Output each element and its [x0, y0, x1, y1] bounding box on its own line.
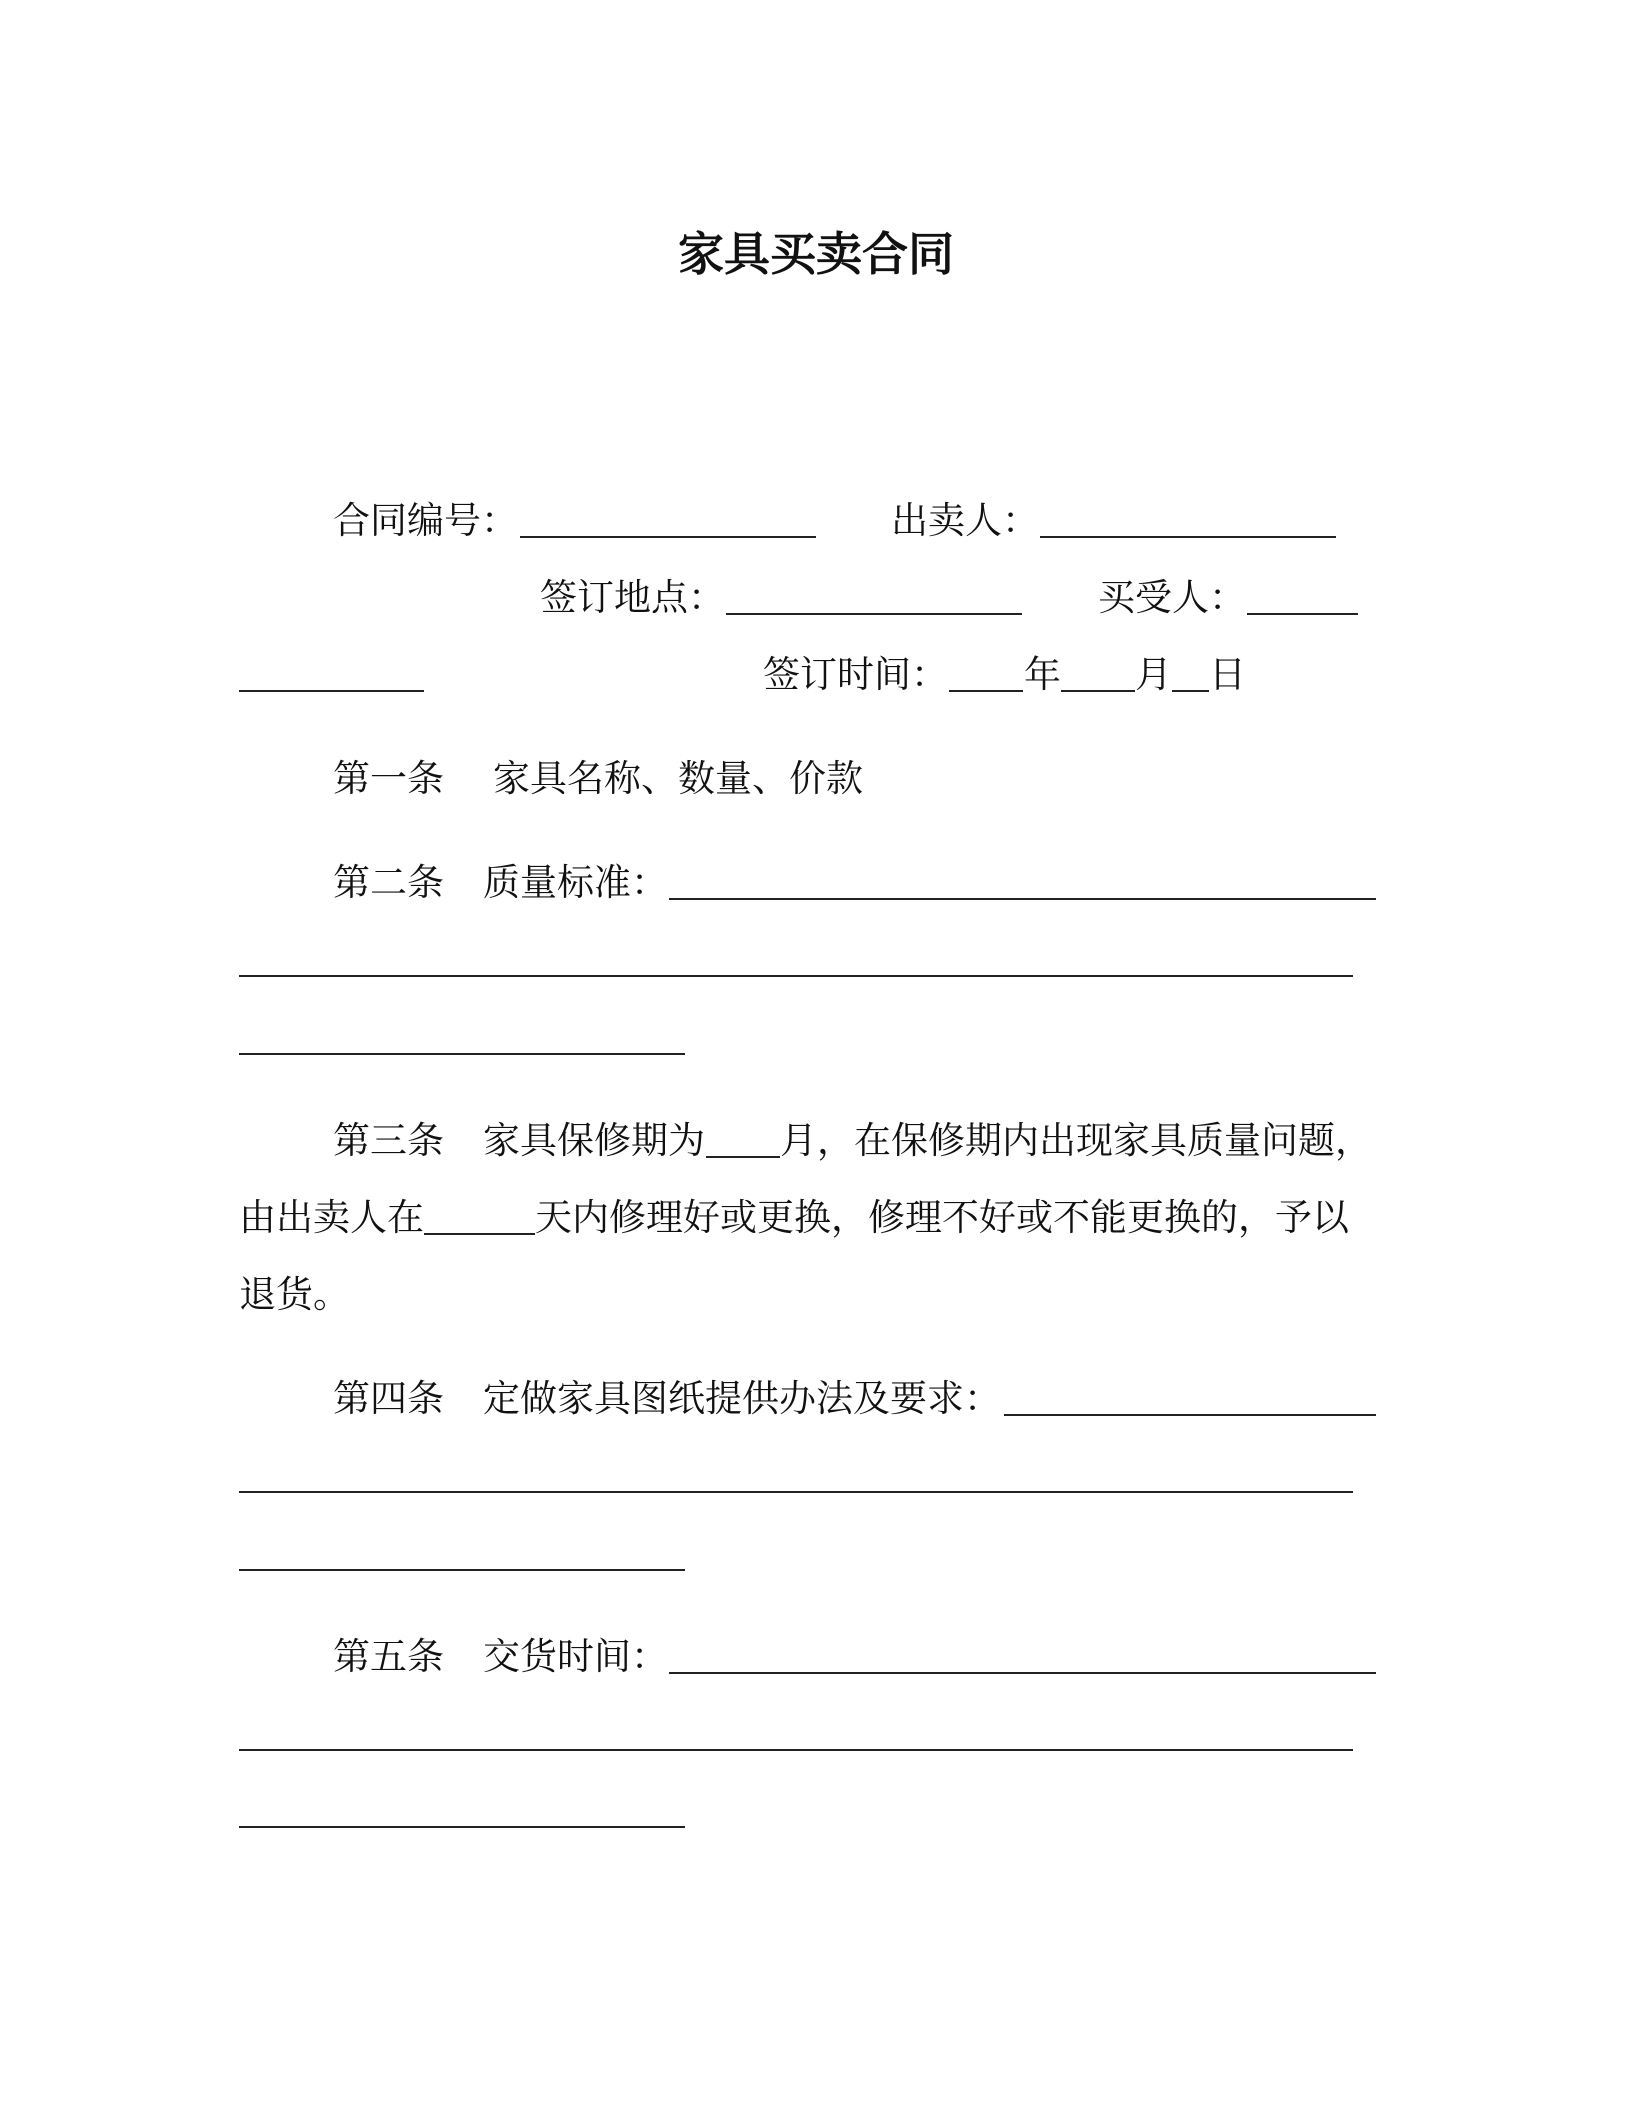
contract-number-blank[interactable] [520, 536, 816, 538]
quality-standard-blank-3[interactable] [239, 1053, 685, 1055]
article-3-text-d: 天内修理好或更换，修理不好或不能更换的，予以 [535, 1196, 1349, 1239]
drawing-requirements-blank-1[interactable] [1004, 1414, 1376, 1416]
delivery-time-blank-2[interactable] [239, 1749, 1353, 1751]
drawing-requirements-blank-2[interactable] [239, 1491, 1353, 1493]
buyer-label: 买受人： [1098, 576, 1246, 619]
quality-standard-blank-2[interactable] [239, 975, 1353, 977]
article-3-text-c: 由出卖人在 [239, 1196, 424, 1239]
delivery-time-blank-3[interactable] [239, 1826, 685, 1828]
article-3-heading: 第三条 [333, 1119, 444, 1162]
year-blank[interactable] [949, 690, 1023, 692]
contract-number-label: 合同编号： [333, 499, 518, 542]
seller-label: 出卖人： [891, 499, 1039, 542]
article-3-text-e: 退货。 [239, 1273, 350, 1316]
day-blank[interactable] [1172, 690, 1209, 692]
document-title: 家具买卖合同 [678, 227, 954, 281]
article-5-heading: 第五条 [333, 1635, 444, 1678]
article-1-text: 家具名称、数量、价款 [493, 757, 863, 800]
article-5-text: 交货时间： [483, 1635, 668, 1678]
drawing-requirements-blank-3[interactable] [239, 1569, 685, 1571]
article-3-text-a: 家具保修期为 [483, 1119, 705, 1162]
buyer-blank[interactable] [1247, 613, 1358, 615]
article-3-text-b: 月，在保修期内出现家具质量问题， [780, 1119, 1372, 1162]
article-2-heading: 第二条 [333, 861, 444, 904]
delivery-time-blank-1[interactable] [669, 1672, 1376, 1674]
signing-time-label: 签订时间： [763, 653, 948, 696]
signing-place-label: 签订地点： [540, 576, 725, 619]
year-label: 年 [1024, 653, 1061, 696]
article-4-heading: 第四条 [333, 1377, 444, 1420]
article-1-heading: 第一条 [333, 757, 444, 800]
quality-standard-blank-1[interactable] [669, 898, 1376, 900]
buyer-blank-continued[interactable] [239, 690, 424, 692]
repair-days-blank[interactable] [424, 1233, 535, 1235]
signing-place-blank[interactable] [726, 613, 1022, 615]
article-2-text: 质量标准： [483, 861, 668, 904]
warranty-months-blank[interactable] [706, 1156, 780, 1158]
day-label: 日 [1209, 653, 1246, 696]
month-blank[interactable] [1061, 690, 1135, 692]
article-4-text: 定做家具图纸提供办法及要求： [483, 1377, 1001, 1420]
month-label: 月 [1135, 653, 1172, 696]
seller-blank[interactable] [1040, 536, 1336, 538]
